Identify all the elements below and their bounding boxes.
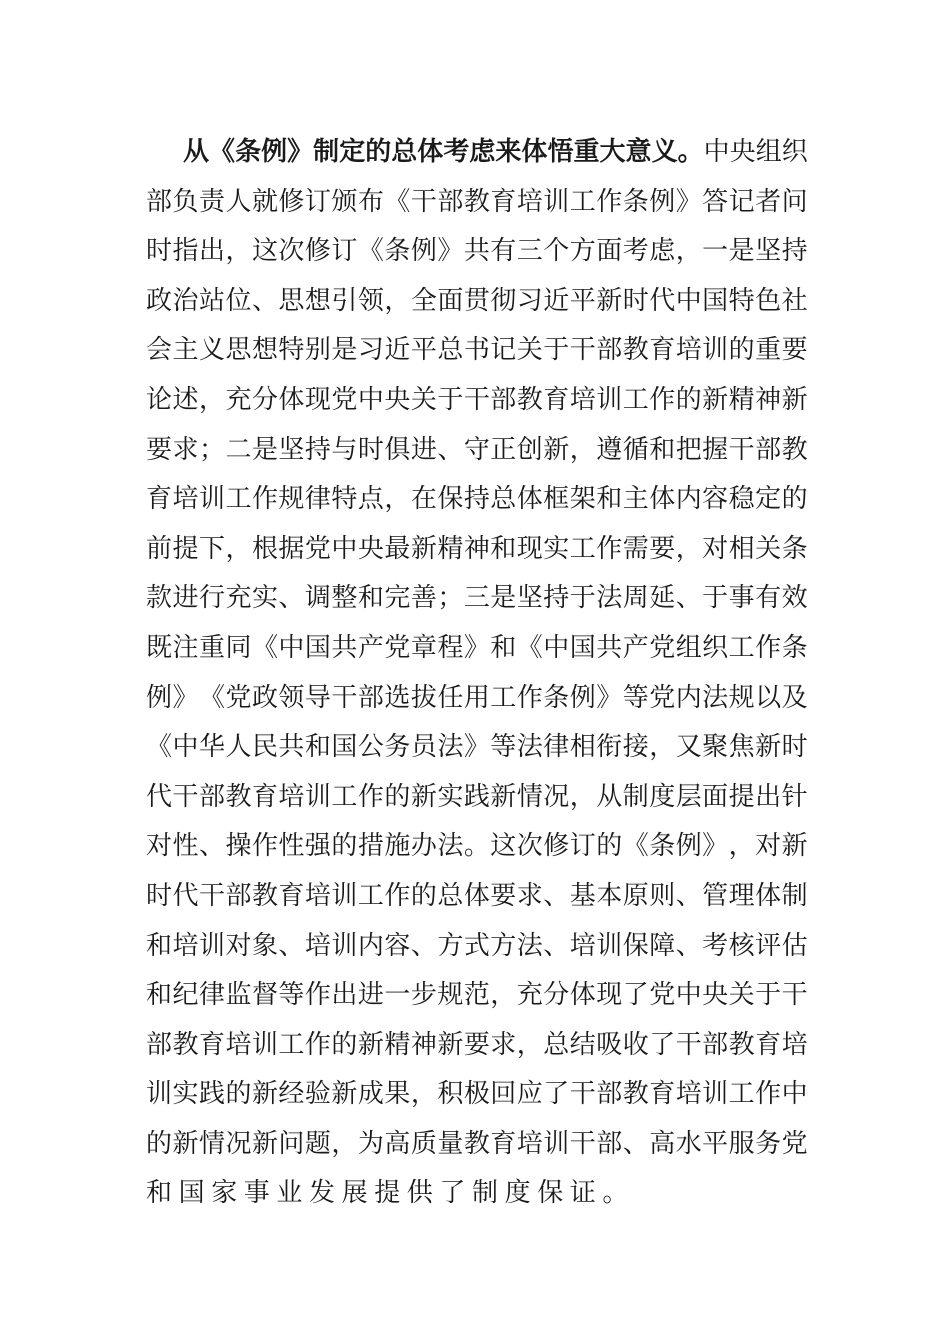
paragraph-line: 时 指 出 ， 这 次 修 订 《 条 例 》 共 有 三 个 方 面 考 虑 ， 一 是 坚 持 bbox=[146, 236, 808, 267]
paragraph-line: 会 主 义 思 想 特 别 是 习 近 平 总 书 记 关 于 干 部 教 育 培 训 的 重 要 bbox=[146, 335, 808, 366]
paragraph-line-1: 从 《 条 例 》 制 定 的 总 体 考 虑 来 体 悟 重 大 意 义 。 中 央 组 织 bbox=[183, 137, 808, 167]
paragraph-line: 既 注 重 同 《 中 国 共 产 党 章 程 》 和 《 中 国 共 产 党 组 织 工 作 条 bbox=[146, 632, 808, 663]
paragraph-line: 部 教 育 培 训 工 作 的 新 精 神 新 要 求 ， 总 结 吸 收 了 干 部 教 育 培 bbox=[146, 1029, 808, 1060]
paragraph-line: 和 培 训 对 象 、 培 训 内 容 、 方 式 方 法 、 培 训 保 障 、 考 核 评 估 bbox=[146, 930, 808, 961]
paragraph-line: 代 干 部 教 育 培 训 工 作 的 新 实 践 新 情 况 ， 从 制 度 层 面 提 出 针 bbox=[146, 781, 808, 812]
paragraph-line: 论 述 ， 充 分 体 现 党 中 央 关 于 干 部 教 育 培 训 工 作 的 新 精 神 新 bbox=[146, 384, 808, 415]
paragraph-line: 育 培 训 工 作 规 律 特 点 ， 在 保 持 总 体 框 架 和 主 体 内 容 稳 定 的 bbox=[146, 484, 808, 515]
paragraph-line: 对 性 、 操 作 性 强 的 措 施 办 法 。 这 次 修 订 的 《 条 例 》 ， 对 新 bbox=[146, 831, 808, 862]
paragraph-line: 《 中 华 人 民 共 和 国 公 务 员 法 》 等 法 律 相 衔 接 ， 又 聚 焦 新 时 bbox=[146, 732, 808, 763]
paragraph-line: 款 进 行 充 实 、 调 整 和 完 善 ； 三 是 坚 持 于 法 周 延 、 于 事 有 效 bbox=[146, 583, 808, 614]
paragraph-line: 和 纪 律 监 督 等 作 出 进 一 步 规 范 ， 充 分 体 现 了 党 中 央 关 于 干 bbox=[146, 980, 808, 1011]
paragraph-line: 的 新 情 况 新 问 题 ， 为 高 质 量 教 育 培 训 干 部 、 高 水 平 服 务 党 bbox=[146, 1128, 808, 1159]
paragraph-line: 政 治 站 位 、 思 想 引 领 ， 全 面 贯 彻 习 近 平 新 时 代 中 国 特 色 社 bbox=[146, 285, 808, 316]
paragraph-line: 部 负 责 人 就 修 订 颁 布 《 干 部 教 育 培 训 工 作 条 例 》 答 记 者 问 bbox=[146, 186, 808, 217]
body-paragraph bbox=[146, 128, 808, 1219]
paragraph-line: 训 实 践 的 新 经 验 新 成 果 ， 积 极 回 应 了 干 部 教 育 培 训 工 作 中 bbox=[146, 1079, 808, 1110]
paragraph-line: 例 》 《 党 政 领 导 干 部 选 拔 任 用 工 作 条 例 》 等 党 内 法 规 以 及 bbox=[146, 682, 808, 713]
paragraph-line: 时 代 干 部 教 育 培 训 工 作 的 总 体 要 求 、 基 本 原 则 、 管 理 体 制 bbox=[146, 880, 808, 911]
paragraph-line: 要 求 ； 二 是 坚 持 与 时 俱 进 、 守 正 创 新 ， 遵 循 和 把 握 干 部 教 bbox=[146, 434, 808, 465]
paragraph-line: 前 提 下 ， 根 据 党 中 央 最 新 精 神 和 现 实 工 作 需 要 ， 对 相 关 条 bbox=[146, 533, 808, 564]
paragraph-line-last: 和国家事业发展提供了制度保证。 bbox=[146, 1178, 636, 1209]
